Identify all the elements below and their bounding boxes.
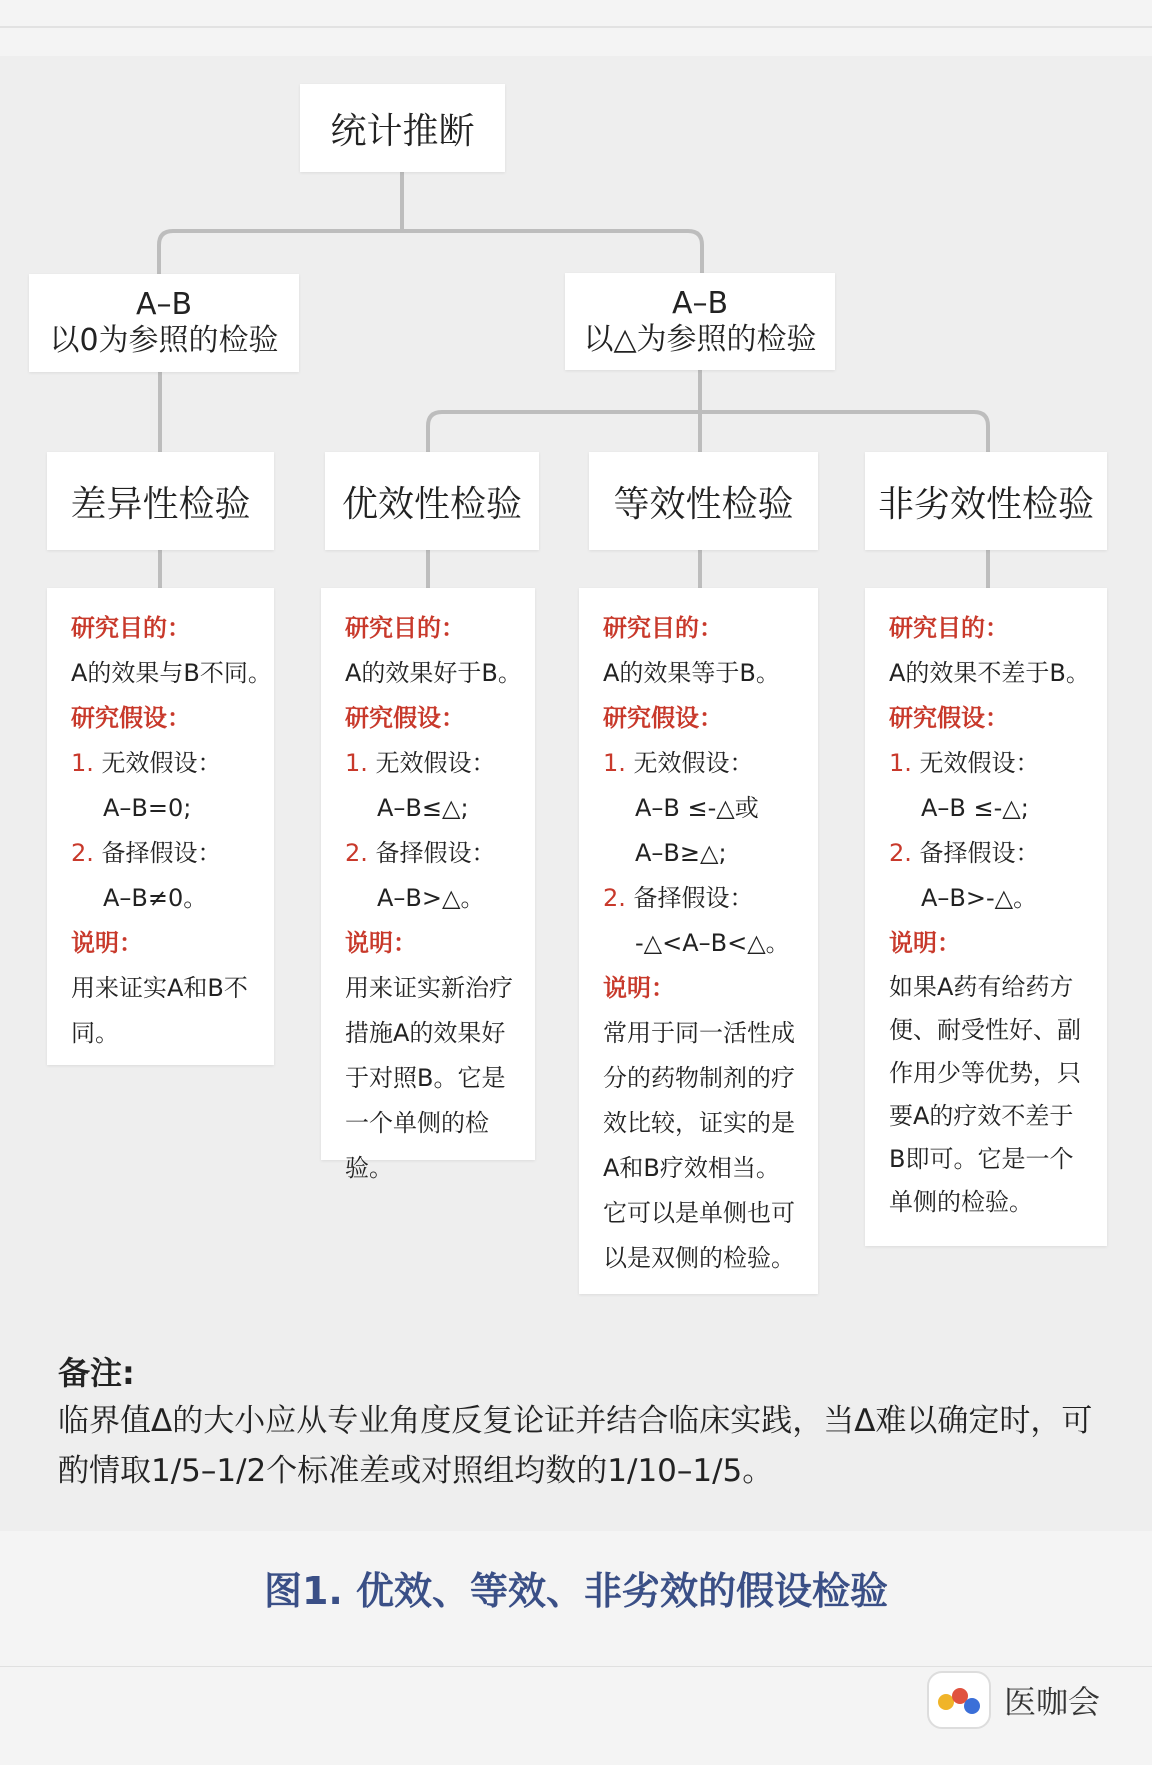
alt-label: 备择假设： [633,884,754,912]
purpose-text: A的效果不差于B。 [889,659,1090,687]
purpose-text: A的效果与B不同。 [71,659,272,687]
hypothesis-heading: 研究假设： [71,704,191,732]
alt-hypothesis-formula: A–B≠0。 [103,884,208,912]
notes-body: 临界值Δ的大小应从专业角度反复论证并结合临床实践，当Δ难以确定时，可酌情取1/5–1/2个标准差或对照组均数的1/10–1/5。 [58,1403,1093,1489]
list-number: 1. [889,749,912,777]
note-text: 用来证实新治疗措施A的效果好于对照B。它是一个单侧的检验。 [345,974,513,1182]
detail-card-difference [47,588,274,1065]
purpose-text: A的效果好于B。 [345,659,522,687]
list-number: 2. [345,839,368,867]
notes-title: 备注: [58,1354,135,1392]
test-node-superiority [325,452,539,550]
null-label: 无效假设： [101,749,222,777]
alt-hypothesis-label [603,876,798,921]
null-label: 无效假设： [919,749,1040,777]
null-label: 无效假设： [375,749,496,777]
branch-node-delta [565,273,835,370]
hypothesis-heading: 研究假设： [345,704,465,732]
connector-root-split [159,231,702,276]
hypothesis-heading: 研究假设： [889,704,1009,732]
footer-divider [0,1666,1152,1667]
watermark-logo [926,1670,1100,1730]
note-heading: 说明： [603,974,675,1002]
branch-zero-line2: 以0为参照的检验 [49,323,279,358]
list-number: 1. [345,749,368,777]
null-hypothesis-label [71,741,254,786]
null-hypothesis-label [345,741,515,786]
note-text: 如果A药有给药方便、耐受性好、副作用少等优势，只要A的疗效不差于B即可。它是一个单侧的检验。 [889,973,1081,1216]
purpose-heading: 研究目的： [889,614,1009,642]
purpose-heading: 研究目的： [345,614,465,642]
branch-delta-line2: 以△为参照的检验 [583,321,817,357]
alt-label: 备择假设： [375,839,496,867]
test-title: 优效性检验 [341,483,522,525]
test-title: 非劣效性检验 [877,483,1094,525]
root-node [300,84,505,172]
list-number: 1. [603,749,626,777]
detail-card-equivalence [579,588,818,1294]
alt-label: 备择假设： [101,839,222,867]
alt-label: 备择假设： [919,839,1040,867]
test-node-difference [47,452,274,550]
list-number: 1. [71,749,94,777]
list-number: 2. [889,839,912,867]
list-number: 2. [603,884,626,912]
alt-hypothesis-formula: A–B>△。 [377,884,485,912]
alt-hypothesis-formula: -△<A–B<△。 [635,929,790,957]
logo-text: 医咖会 [1003,1683,1100,1721]
detail-card-superiority [321,588,535,1182]
connector-branch-right-split [428,412,988,452]
alt-hypothesis-label [71,831,254,876]
list-number: 2. [71,839,94,867]
alt-hypothesis-formula: A–B>-△。 [921,884,1038,912]
null-hypothesis-formula: A–B≤△; [377,794,469,822]
figure-caption: 图1. 优效、等效、非劣效的假设检验 [263,1569,889,1613]
test-title: 差异性检验 [70,483,251,525]
note-heading: 说明： [345,929,417,957]
test-node-noninferiority [865,452,1107,550]
null-hypothesis-formula: A–B=0; [103,794,192,822]
alt-hypothesis-label [889,831,1087,876]
branch-node-zero [29,274,299,372]
note-heading: 说明： [71,929,143,957]
null-hypothesis-formula: A–B ≤-△; [921,794,1029,822]
test-node-equivalence [589,452,818,550]
note-text: 常用于同一活性成分的药物制剂的疗效比较，证实的是A和B疗效相当。它可以是单侧也可以是双侧的检验。 [603,1019,795,1272]
note-heading: 说明： [889,929,961,957]
purpose-heading: 研究目的： [71,614,191,642]
notes-section [58,1348,1108,1496]
null-hypothesis-formula-2: A–B≥△; [635,839,727,867]
root-title: 统计推断 [330,110,475,152]
null-label: 无效假设： [633,749,754,777]
test-title: 等效性检验 [613,483,794,525]
alt-hypothesis-label [345,831,515,876]
hypothesis-heading: 研究假设： [603,704,723,732]
logo-icon [926,1670,992,1730]
branch-delta-line1: A–B [671,285,729,321]
note-text: 用来证实A和B不同。 [71,974,248,1047]
null-hypothesis-formula-1: A–B ≤-△或 [635,794,759,822]
detail-card-noninferiority [865,588,1107,1246]
branch-zero-line1: A–B [135,287,193,322]
purpose-text: A的效果等于B。 [603,659,780,687]
null-hypothesis-label [889,741,1087,786]
null-hypothesis-label [603,741,798,786]
purpose-heading: 研究目的： [603,614,723,642]
